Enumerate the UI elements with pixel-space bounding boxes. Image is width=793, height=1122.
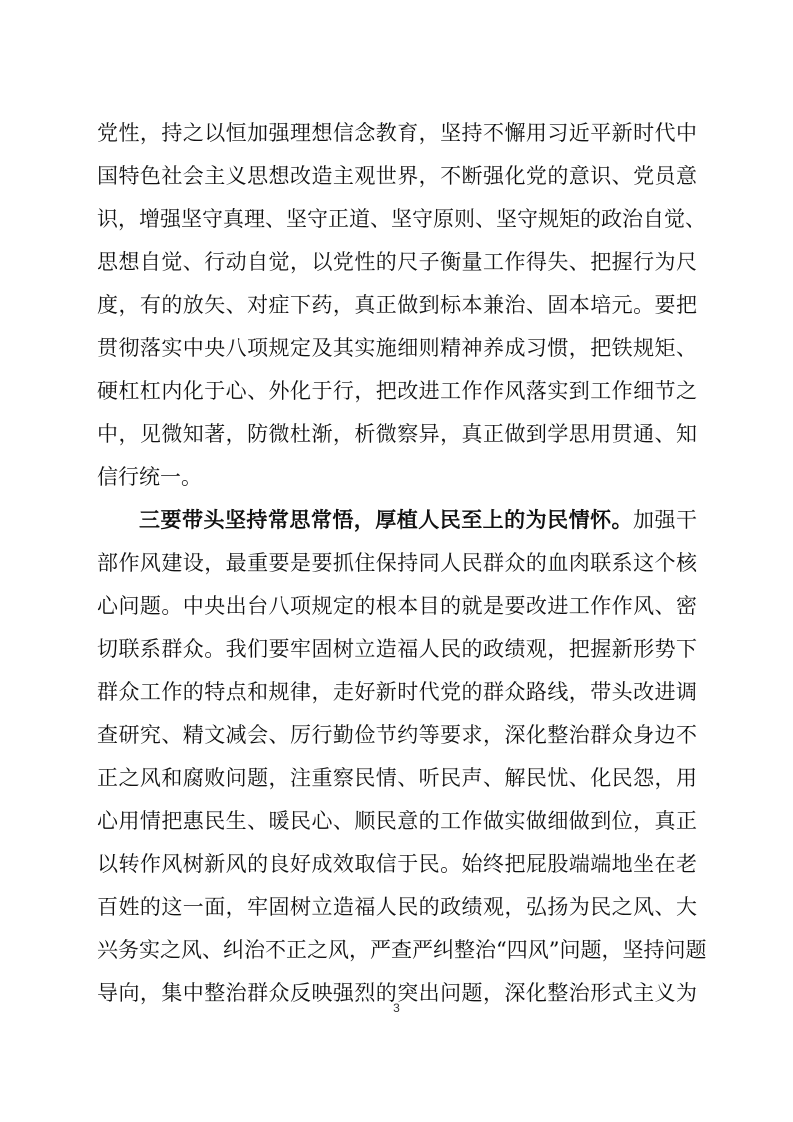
page-number: 3: [393, 1001, 400, 1015]
text-line: 中，见微知著，防微杜渐，析微察异，真正做到学思用贯通、知: [97, 422, 697, 446]
text-line: 心问题。中央出台八项规定的根本目的就是要改进工作作风、密: [97, 594, 697, 618]
text-line: 识，增强坚守真理、坚守正道、坚守原则、坚守规矩的政治自觉、: [97, 207, 706, 231]
text-line: 部作风建设，最重要是要抓住保持同人民群众的血肉联系这个核: [97, 551, 697, 575]
text-span: 加强干: [633, 508, 698, 532]
text-line: 群众工作的特点和规律，走好新时代党的群众路线，带头改进调: [97, 680, 697, 704]
text-line: 查研究、精文减会、厉行勤俭节约等要求，深化整治群众身边不: [97, 723, 697, 747]
text-line: 思想自觉、行动自觉，以党性的尺子衡量工作得失、把握行为尺: [97, 250, 697, 274]
paragraph-2-first-line: [139, 502, 697, 538]
text-line: 百姓的这一面，牢固树立造福人民的政绩观，弘扬为民之风、大: [97, 895, 697, 919]
paragraph-heading: 三要带头坚持常思常悟，厚植人民至上的为民情怀。: [139, 507, 634, 532]
text-line: 党性，持之以恒加强理想信念教育，坚持不懈用习近平新时代中: [97, 121, 697, 145]
text-line: 兴务实之风、纠治不正之风，严查严纠整治“四风”问题，坚持问题: [97, 938, 707, 962]
text-line: 硬杠杠内化于心、外化于行，把改进工作作风落实到工作细节之: [97, 379, 697, 403]
text-line: 导向，集中整治群众反映强烈的突出问题，深化整治形式主义为: [97, 981, 697, 1005]
text-line: 切联系群众。我们要牢固树立造福人民的政绩观，把握新形势下: [97, 637, 697, 661]
text-line: 贯彻落实中央八项规定及其实施细则精神养成习惯，把铁规矩、: [97, 336, 697, 360]
text-line: 国特色社会主义思想改造主观世界，不断强化党的意识、党员意: [97, 164, 697, 188]
text-line: 以转作风树新风的良好成效取信于民。始终把屁股端端地坐在老: [97, 852, 697, 876]
text-line: 正之风和腐败问题，注重察民情、听民声、解民忧、化民怨，用: [97, 766, 697, 790]
text-line: 信行统一。: [97, 465, 202, 489]
text-line: 度，有的放矢、对症下药，真正做到标本兼治、固本培元。要把: [97, 293, 697, 317]
text-line: 心用情把惠民生、暖民心、顺民意的工作做实做细做到位，真正: [97, 809, 697, 833]
